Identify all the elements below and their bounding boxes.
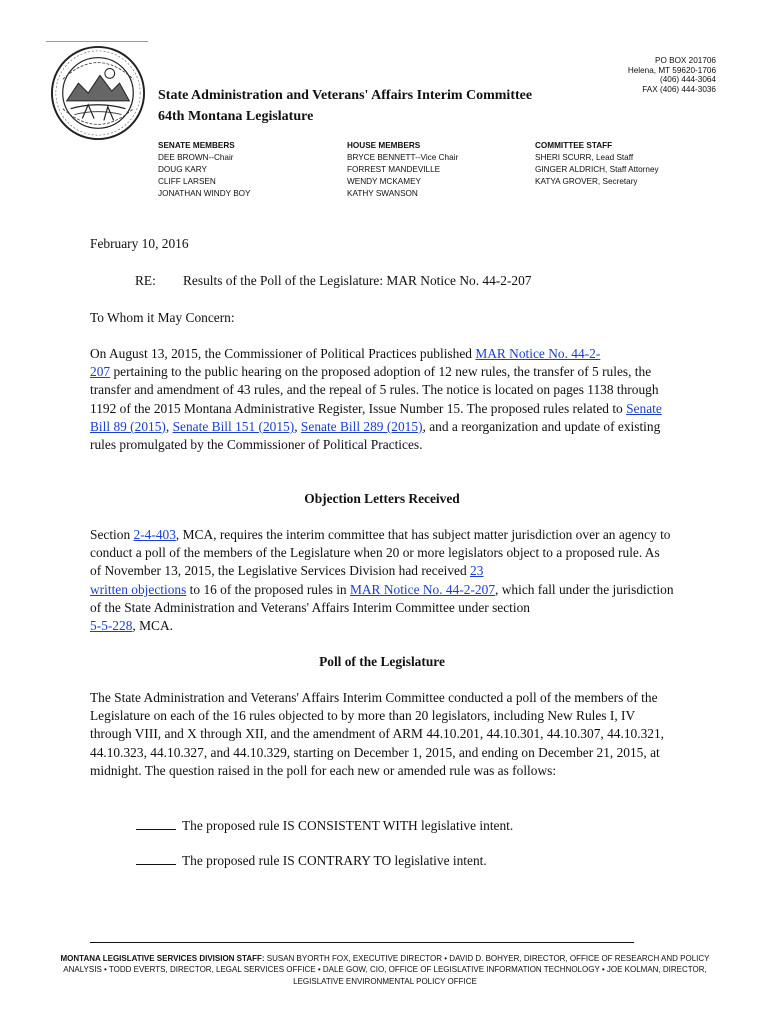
member: DOUG KARY bbox=[158, 164, 207, 174]
member: FORREST MANDEVILLE bbox=[347, 164, 441, 174]
mca-2-4-403-link[interactable]: 2-4-403 bbox=[133, 527, 176, 542]
sb89-link[interactable]: Senate Bill 89 (2015) bbox=[90, 400, 662, 434]
text: , which fall under the jurisdiction of the State Administration and Veterans' Affairs Interim Committee under section bbox=[90, 581, 674, 615]
montana-seal-icon bbox=[49, 44, 147, 142]
text: , bbox=[294, 418, 301, 434]
committee-name: State Administration and Veterans' Affairs Interim Committee bbox=[158, 88, 533, 103]
address-line: PO BOX 201706 bbox=[655, 56, 716, 65]
house-heading: HOUSE MEMBERS bbox=[347, 141, 421, 150]
footer-staff bbox=[60, 953, 710, 987]
contact-address bbox=[628, 56, 716, 94]
text: , MCA. bbox=[132, 618, 173, 634]
fax: FAX (406) 444-3036 bbox=[642, 84, 716, 94]
text: On August 13, 2015, the Commissioner of Political Practices published bbox=[90, 346, 476, 361]
poll-option-consistent bbox=[136, 817, 656, 835]
re-label: RE: bbox=[135, 273, 156, 288]
re-subject: Results of the Poll of the Legislature: MAR Notice No. 44-2-207 bbox=[183, 273, 532, 288]
blank-line bbox=[136, 817, 176, 830]
paragraph-2 bbox=[90, 526, 674, 635]
objections-link[interactable]: 23 bbox=[470, 563, 484, 579]
phone: (406) 444-3064 bbox=[660, 75, 716, 85]
blank-line bbox=[136, 852, 176, 865]
member: CLIFF LARSEN bbox=[158, 176, 216, 186]
committee-staff bbox=[535, 140, 659, 188]
letter-date: February 10, 2016 bbox=[90, 236, 189, 251]
mar-notice-link-2[interactable]: MAR Notice No. 44-2-207 bbox=[349, 581, 496, 597]
address-line: Helena, MT 59620-1706 bbox=[627, 65, 716, 75]
option-text: The proposed rule IS CONTRARY TO legislative intent. bbox=[182, 853, 487, 868]
mca-5-5-228-link[interactable]: 5-5-228 bbox=[90, 618, 133, 634]
paragraph-3: The State Administration and Veterans' Affairs Interim Committee conducted a poll of the members of the Legislature on each of the 16 rules objected to by more than 20 legislators, including New Rules I, IV through VIII, and X through XII, and the amendment of ARM 44.10.201, 44.10.301, 44.10.307, 44.10.321, 44.10.323, 44.10.327, and 44.10.329, starting on December 1, 2015, and ending on December 21, 2015, at midnight. The question raised in the poll for each new or amended rule was as follows: bbox=[90, 690, 664, 778]
staff-member: KATYA GROVER, Secretary bbox=[535, 176, 638, 186]
staff-member: SHERI SCURR, Lead Staff bbox=[535, 152, 634, 162]
senate-members bbox=[158, 140, 251, 200]
footer-text: SUSAN BYORTH FOX, EXECUTIVE DIRECTOR • DAVID D. BOHYER, DIRECTOR, OFFICE OF RESEARCH AND POLICY ANALYSIS • TODD EVERTS, DIRECTOR, LEGAL SERVICES OFFICE • DALE GOW, CIO, OFFICE OF LEGISLATIVE INFORMATION TECHNOLOGY • JOE KOLMAN, DIRECTOR, LEGISLATIVE ENVIRONMENTAL POLICY OFFICE bbox=[63, 954, 710, 986]
sb151-link[interactable]: Senate Bill 151 (2015) bbox=[172, 418, 295, 434]
seal-rule bbox=[46, 41, 148, 42]
poll-option-contrary bbox=[136, 852, 656, 870]
text: , and a reorganization and update of existing rules promulgated by the Commissioner of Political Practices. bbox=[90, 418, 661, 453]
text: pertaining to the public hearing on the proposed adoption of 12 new rules, the transfer of 5 rules, the transfer and amendment of 43 rules, and the repeal of 5 rules. The notice is located on pages 1138 through 1192 of the 2015 Montana Administrative Register, Issue Number 15. The proposed rules related to bbox=[90, 364, 659, 416]
member: JONATHAN WINDY BOY bbox=[158, 188, 251, 198]
senate-heading: SENATE MEMBERS bbox=[158, 141, 235, 150]
footer-rule bbox=[90, 942, 634, 943]
heading-poll: Poll of the Legislature bbox=[319, 654, 445, 669]
mar-notice-link-cont[interactable]: 207 bbox=[90, 364, 111, 380]
staff-member: GINGER ALDRICH, Staff Attorney bbox=[535, 164, 659, 174]
member: BRYCE BENNETT--Vice Chair bbox=[347, 152, 459, 162]
member: DEE BROWN--Chair bbox=[158, 152, 234, 162]
staff-heading: COMMITTEE STAFF bbox=[535, 141, 613, 150]
footer-label: MONTANA LEGISLATIVE SERVICES DIVISION STAFF: bbox=[60, 954, 265, 963]
salutation: To Whom it May Concern: bbox=[90, 310, 235, 325]
letterhead-title bbox=[158, 85, 532, 127]
objections-link-cont[interactable]: written objections bbox=[90, 581, 187, 597]
mar-notice-link[interactable]: MAR Notice No. 44-2- bbox=[475, 346, 601, 361]
legislature-name: 64th Montana Legislature bbox=[158, 109, 314, 124]
re-line bbox=[90, 272, 674, 290]
member: KATHY SWANSON bbox=[347, 188, 418, 198]
paragraph-1 bbox=[90, 345, 674, 454]
member: WENDY MCKAMEY bbox=[347, 176, 421, 186]
option-text: The proposed rule IS CONSISTENT WITH legislative intent. bbox=[182, 818, 514, 833]
house-members bbox=[347, 140, 458, 200]
text: to 16 of the proposed rules in bbox=[186, 581, 350, 597]
text: , bbox=[165, 418, 173, 434]
text: , MCA, requires the interim committee that has subject matter jurisdiction over an agency to conduct a poll of the members of the Legislature when 20 or more legislators object to a proposed rule. As of November 13, 2015, the Legislative Services Division had received bbox=[90, 527, 671, 579]
sb289-link[interactable]: Senate Bill 289 (2015) bbox=[300, 418, 423, 434]
text: Section bbox=[90, 527, 134, 542]
heading-objection-letters: Objection Letters Received bbox=[304, 491, 460, 506]
